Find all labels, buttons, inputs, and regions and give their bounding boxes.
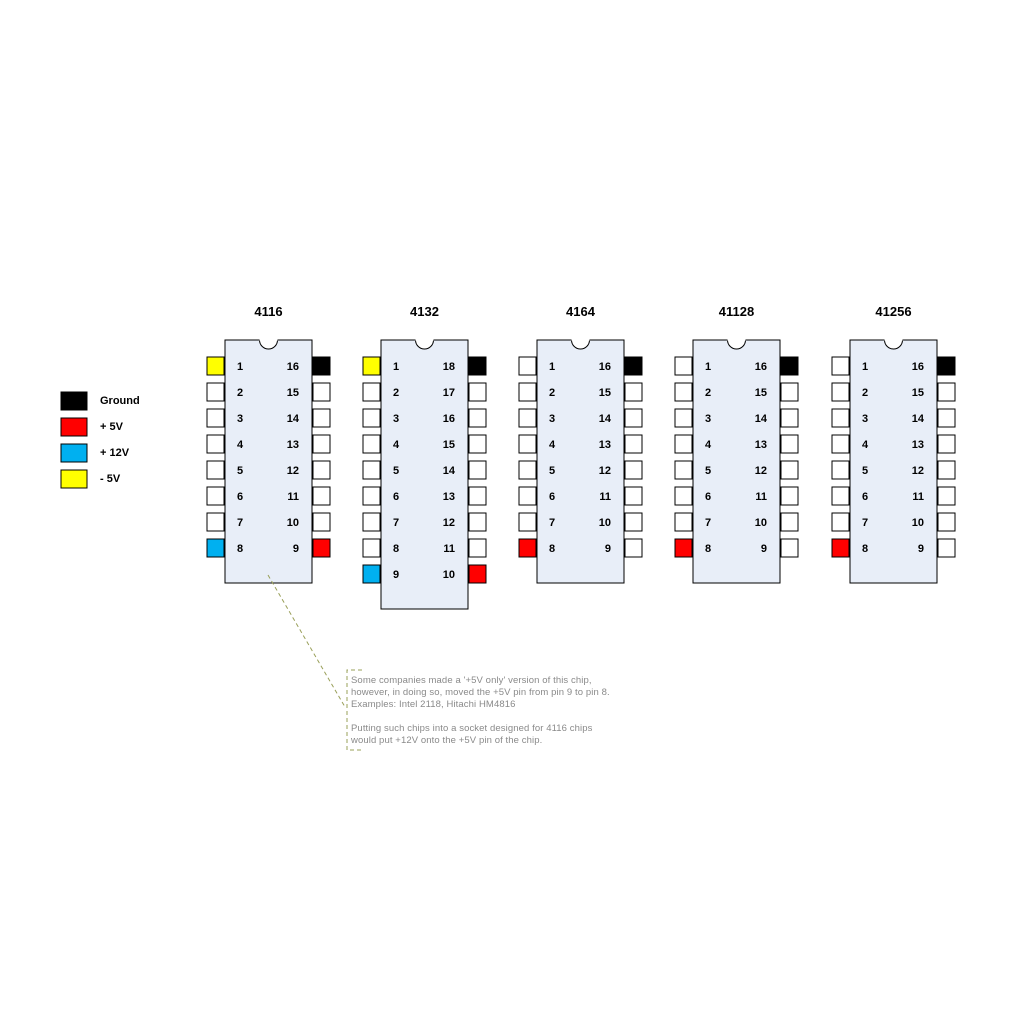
pin-label-5: 5 (705, 465, 712, 477)
pin-13 (781, 435, 798, 453)
pin-label-14: 14 (442, 465, 455, 477)
pin-label-5: 5 (862, 465, 869, 477)
pin-label-14: 14 (286, 413, 299, 425)
pin-label-11: 11 (599, 491, 611, 503)
chip-title: 4116 (254, 304, 283, 319)
pin-label-2: 2 (549, 387, 556, 399)
chip-title: 4164 (566, 304, 595, 319)
pin-16 (469, 409, 486, 427)
pin-label-8: 8 (237, 543, 244, 555)
pin-16 (938, 357, 955, 375)
legend-swatch-5v (61, 418, 87, 436)
pin-label-10: 10 (754, 517, 767, 529)
pin-label-6: 6 (862, 491, 869, 503)
pin-label-11: 11 (287, 491, 299, 503)
pin-label-2: 2 (393, 387, 400, 399)
pin-10 (469, 565, 486, 583)
pin-10 (938, 513, 955, 531)
pin-2 (675, 383, 692, 401)
pin-label-18: 18 (442, 361, 455, 373)
pin-13 (938, 435, 955, 453)
pin-9 (363, 565, 380, 583)
pin-5 (207, 461, 224, 479)
pin-label-9: 9 (760, 543, 767, 555)
pin-label-6: 6 (237, 491, 244, 503)
pin-12 (938, 461, 955, 479)
pin-6 (207, 487, 224, 505)
pin-16 (781, 357, 798, 375)
pin-label-1: 1 (862, 361, 869, 373)
pin-9 (313, 539, 330, 557)
pin-11 (625, 487, 642, 505)
pin-5 (675, 461, 692, 479)
pin-label-9: 9 (604, 543, 611, 555)
pin-label-15: 15 (286, 387, 299, 399)
pin-15 (625, 383, 642, 401)
note-line-3: Examples: Intel 2118, Hitachi HM4816 (351, 699, 516, 710)
pin-14 (625, 409, 642, 427)
pin-7 (832, 513, 849, 531)
pin-label-1: 1 (237, 361, 244, 373)
pin-2 (207, 383, 224, 401)
pin-label-16: 16 (286, 361, 299, 373)
pin-14 (938, 409, 955, 427)
pin-label-13: 13 (911, 439, 924, 451)
note-leader-line (268, 575, 345, 707)
pin-label-7: 7 (862, 517, 869, 529)
pin-11 (313, 487, 330, 505)
pin-4 (832, 435, 849, 453)
pin-label-1: 1 (705, 361, 712, 373)
pin-11 (938, 487, 955, 505)
pin-4 (207, 435, 224, 453)
legend-swatch-12v (61, 444, 87, 462)
pin-label-10: 10 (286, 517, 299, 529)
pin-9 (625, 539, 642, 557)
pin-label-2: 2 (237, 387, 244, 399)
pin-label-1: 1 (549, 361, 556, 373)
pin-5 (832, 461, 849, 479)
pin-label-11: 11 (443, 543, 455, 555)
pin-label-12: 12 (911, 465, 924, 477)
chip-41256 (832, 304, 955, 583)
pin-8 (519, 539, 536, 557)
legend-swatch-ground (61, 392, 87, 410)
pin-8 (675, 539, 692, 557)
pin-label-3: 3 (862, 413, 869, 425)
note-line-1: Some companies made a '+5V only' version of this chip, (351, 675, 592, 686)
legend-label-5v: - 5V (100, 473, 121, 485)
legend (61, 392, 140, 488)
pin-12 (469, 513, 486, 531)
pin-10 (781, 513, 798, 531)
pin-label-10: 10 (911, 517, 924, 529)
pin-5 (519, 461, 536, 479)
pin-14 (781, 409, 798, 427)
chips (207, 304, 955, 609)
pin-label-8: 8 (549, 543, 556, 555)
pin-label-8: 8 (862, 543, 869, 555)
pin-6 (832, 487, 849, 505)
pin-label-3: 3 (549, 413, 556, 425)
pin-label-14: 14 (598, 413, 611, 425)
pin-label-10: 10 (598, 517, 611, 529)
pin-2 (519, 383, 536, 401)
pin-label-4: 4 (549, 439, 556, 451)
pin-2 (832, 383, 849, 401)
chip-4132 (363, 304, 486, 609)
pin-label-15: 15 (911, 387, 924, 399)
pin-label-8: 8 (393, 543, 400, 555)
chip-title: 41128 (718, 304, 755, 319)
pin-13 (625, 435, 642, 453)
pin-18 (469, 357, 486, 375)
pin-label-16: 16 (911, 361, 924, 373)
pin-label-7: 7 (237, 517, 244, 529)
pin-7 (363, 513, 380, 531)
pin-label-11: 11 (755, 491, 767, 503)
pin-8 (207, 539, 224, 557)
pin-label-14: 14 (911, 413, 924, 425)
pin-7 (519, 513, 536, 531)
legend-label-5v: + 5V (100, 421, 123, 433)
pin-label-6: 6 (393, 491, 400, 503)
pin-label-13: 13 (442, 491, 455, 503)
pin-label-6: 6 (705, 491, 712, 503)
note-line-6: would put +12V onto the +5V pin of the chip. (351, 735, 543, 746)
pin-label-16: 16 (754, 361, 767, 373)
pin-label-9: 9 (292, 543, 299, 555)
pin-label-8: 8 (705, 543, 712, 555)
pin-15 (469, 435, 486, 453)
pin-1 (207, 357, 224, 375)
pin-label-9: 9 (393, 569, 400, 581)
pin-3 (363, 409, 380, 427)
pin-label-4: 4 (393, 439, 400, 451)
pin-1 (519, 357, 536, 375)
note-line-5: Putting such chips into a socket designed for 4116 chips (351, 723, 593, 734)
pin-11 (469, 539, 486, 557)
chip-4164 (519, 304, 642, 583)
pin-label-13: 13 (598, 439, 611, 451)
pin-label-5: 5 (393, 465, 400, 477)
pin-5 (363, 461, 380, 479)
pin-11 (781, 487, 798, 505)
chip-4116 (207, 304, 330, 583)
pin-label-3: 3 (705, 413, 712, 425)
pin-label-15: 15 (754, 387, 767, 399)
pin-label-12: 12 (754, 465, 767, 477)
pin-label-6: 6 (549, 491, 556, 503)
pin-8 (363, 539, 380, 557)
pin-label-7: 7 (705, 517, 712, 529)
pin-2 (363, 383, 380, 401)
pin-label-3: 3 (393, 413, 400, 425)
pin-12 (781, 461, 798, 479)
pin-label-2: 2 (862, 387, 869, 399)
pin-label-3: 3 (237, 413, 244, 425)
pin-14 (469, 461, 486, 479)
pin-1 (363, 357, 380, 375)
pin-12 (313, 461, 330, 479)
legend-label-12v: + 12V (100, 447, 130, 459)
pin-label-7: 7 (549, 517, 556, 529)
pin-label-16: 16 (442, 413, 455, 425)
pin-label-13: 13 (754, 439, 767, 451)
pin-7 (675, 513, 692, 531)
pin-15 (313, 383, 330, 401)
pin-1 (832, 357, 849, 375)
note-line-2: however, in doing so, moved the +5V pin from pin 9 to pin 8. (351, 687, 610, 698)
pin-16 (625, 357, 642, 375)
pin-label-5: 5 (237, 465, 244, 477)
pin-label-12: 12 (442, 517, 455, 529)
pin-3 (832, 409, 849, 427)
pin-label-17: 17 (442, 387, 455, 399)
pin-label-1: 1 (393, 361, 400, 373)
pin-14 (313, 409, 330, 427)
pin-15 (781, 383, 798, 401)
pin-6 (363, 487, 380, 505)
pin-13 (313, 435, 330, 453)
pin-12 (625, 461, 642, 479)
pin-label-15: 15 (598, 387, 611, 399)
legend-label-ground: Ground (100, 395, 140, 407)
pin-4 (519, 435, 536, 453)
pin-3 (207, 409, 224, 427)
pin-8 (832, 539, 849, 557)
pin-label-15: 15 (442, 439, 455, 451)
pin-label-4: 4 (705, 439, 712, 451)
pin-6 (519, 487, 536, 505)
pin-label-12: 12 (286, 465, 299, 477)
pin-label-14: 14 (754, 413, 767, 425)
pin-1 (675, 357, 692, 375)
pin-16 (313, 357, 330, 375)
pin-17 (469, 383, 486, 401)
pin-label-5: 5 (549, 465, 556, 477)
pin-9 (938, 539, 955, 557)
pin-10 (625, 513, 642, 531)
pin-7 (207, 513, 224, 531)
chip-41128 (675, 304, 798, 583)
legend-swatch-5v (61, 470, 87, 488)
pin-label-9: 9 (917, 543, 924, 555)
pin-label-7: 7 (393, 517, 400, 529)
pin-4 (675, 435, 692, 453)
chip-title: 41256 (875, 304, 912, 319)
chip-title: 4132 (410, 304, 439, 319)
pin-15 (938, 383, 955, 401)
pin-3 (519, 409, 536, 427)
pin-label-4: 4 (862, 439, 869, 451)
pin-13 (469, 487, 486, 505)
pin-9 (781, 539, 798, 557)
pin-label-4: 4 (237, 439, 244, 451)
pin-label-2: 2 (705, 387, 712, 399)
pin-label-12: 12 (598, 465, 611, 477)
pin-label-11: 11 (912, 491, 924, 503)
pin-label-16: 16 (598, 361, 611, 373)
pin-label-13: 13 (286, 439, 299, 451)
pin-6 (675, 487, 692, 505)
pin-10 (313, 513, 330, 531)
pin-label-10: 10 (442, 569, 455, 581)
pin-3 (675, 409, 692, 427)
pin-4 (363, 435, 380, 453)
